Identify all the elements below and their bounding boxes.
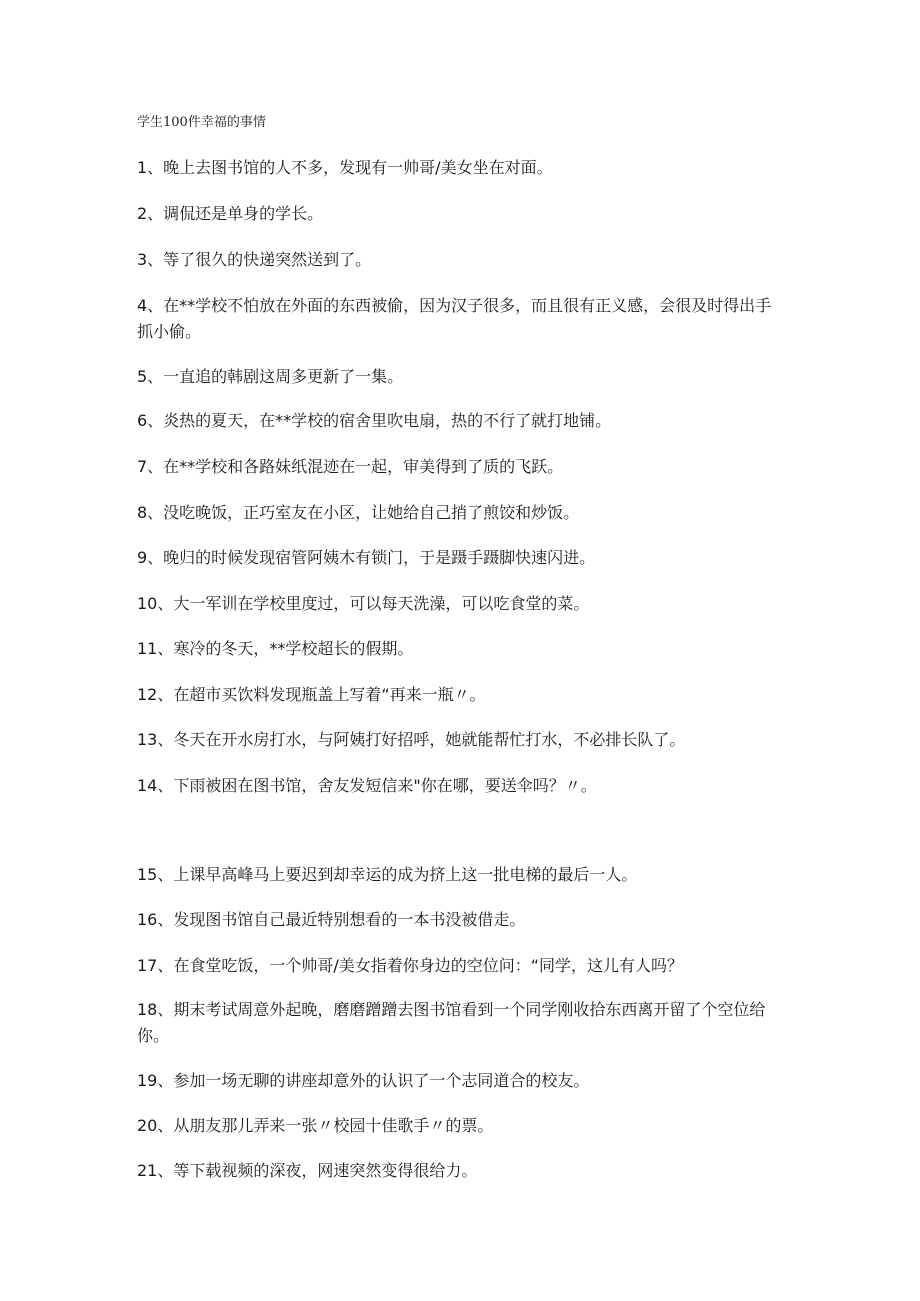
list-item: 13、冬天在开水房打水，与阿姨打好招呼，她就能帮忙打水，不必排长队了。 — [137, 730, 686, 749]
list-item: 10、大一军训在学校里度过，可以每天洗澡，可以吃食堂的菜。 — [137, 594, 590, 613]
list-item: 16、发现图书馆自己最近特别想看的一本书没被借走。 — [137, 910, 526, 929]
list-item: 6、炎热的夏天，在**学校的宿舍里吹电扇，热的不行了就打地铺。 — [137, 411, 612, 430]
list-item: 20、从朋友那儿弄来一张〃校园十佳歌手〃的票。 — [137, 1116, 494, 1135]
list-item: 9、晚归的时候发现宿管阿姨木有锁门，于是蹑手蹑脚快速闪进。 — [137, 548, 596, 567]
list-item: 12、在超市买饮料发现瓶盖上写着“再来一瓶〃。 — [137, 685, 486, 704]
list-item: 8、没吃晚饭，正巧室友在小区，让她给自己捎了煎饺和炒饭。 — [137, 503, 580, 522]
list-item: 11、寒冷的冬天，**学校超长的假期。 — [137, 639, 414, 658]
list-item: 5、一直追的韩剧这周多更新了一集。 — [137, 367, 404, 386]
list-item: 4、在**学校不怕放在外面的东西被偷，因为汉子很多，而且很有正义感，会很及时得出手抓小偷。 — [137, 296, 772, 341]
list-item: 2、调侃还是单身的学长。 — [137, 204, 324, 223]
document-title: 学生100件幸福的事情 — [137, 115, 266, 130]
list-item: 3、等了很久的快递突然送到了。 — [137, 250, 372, 269]
list-item: 7、在**学校和各路妹纸混迹在一起，审美得到了质的飞跃。 — [137, 457, 564, 476]
list-item: 1、晚上去图书馆的人不多，发现有一帅哥/美女坐在对面。 — [137, 158, 553, 177]
list-item: 18、期末考试周意外起晚，磨磨蹭蹭去图书馆看到一个同学刚收拾东西离开留了个空位给你。 — [137, 1000, 766, 1045]
list-item: 21、等下载视频的深夜，网速突然变得很给力。 — [137, 1161, 478, 1180]
list-item: 14、下雨被困在图书馆，舍友发短信来"你在哪，要送伞吗？〃。 — [137, 776, 597, 795]
list-item: 15、上课早高峰马上要迟到却幸运的成为挤上这一批电梯的最后一人。 — [137, 865, 638, 884]
list-item: 19、参加一场无聊的讲座却意外的认识了一个志同道合的校友。 — [137, 1071, 590, 1090]
list-item: 17、在食堂吃饭，一个帅哥/美女指着你身边的空位问：“同学，这儿有人吗？ — [137, 956, 684, 975]
